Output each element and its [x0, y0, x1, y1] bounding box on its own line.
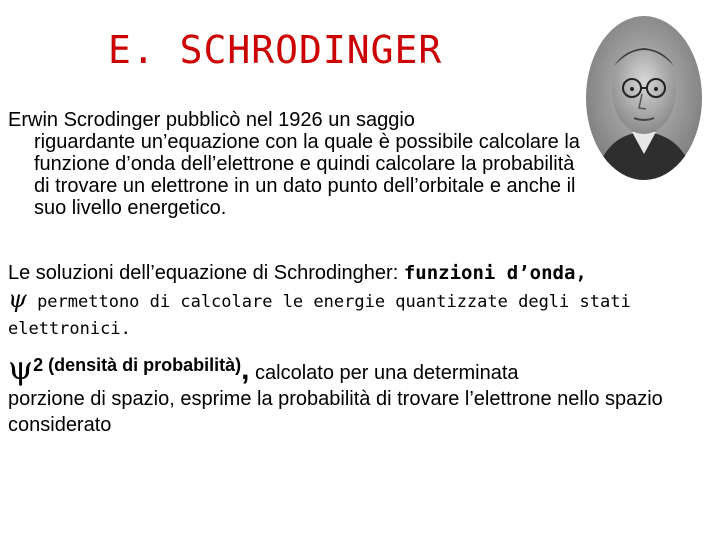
probability-first-line: calcolato per una determinata — [249, 362, 519, 384]
wave-function-rest: permettono di calcolare le energie quantizzate degli stati elettronici. — [8, 292, 631, 339]
intro-rest: riguardante un’equazione con la quale è possibile calcolare la funzione d’onda dell’elettrone e quindi calcolare la probabilità di trovare un elettrone in un dato punto dell’orbitale e anche il suo livello energetico. — [34, 131, 580, 219]
probability-comma: , — [241, 353, 250, 386]
intro-paragraph — [8, 109, 588, 219]
wave-function-bold: funzioni d’onda, — [403, 262, 587, 284]
intro-first-line: Erwin Scrodinger pubblicò nel 1926 un saggio — [8, 109, 415, 131]
portrait-image — [584, 14, 704, 182]
psi-squared-symbol: ψ — [8, 349, 34, 387]
psi-symbol: ψ — [8, 285, 27, 313]
probability-density-bold: 2 (densità di probabilità) — [33, 355, 242, 375]
probability-rest: porzione di spazio, esprime la probabilità di trovare l’elettrone nello spazio considerato — [8, 388, 663, 436]
wave-function-intro: Le soluzioni dell’equazione di Schrodingher: — [8, 262, 404, 284]
wave-function-paragraph — [8, 260, 714, 342]
page-title: E. SCHRODINGER — [108, 28, 443, 72]
probability-density-paragraph — [8, 349, 714, 438]
